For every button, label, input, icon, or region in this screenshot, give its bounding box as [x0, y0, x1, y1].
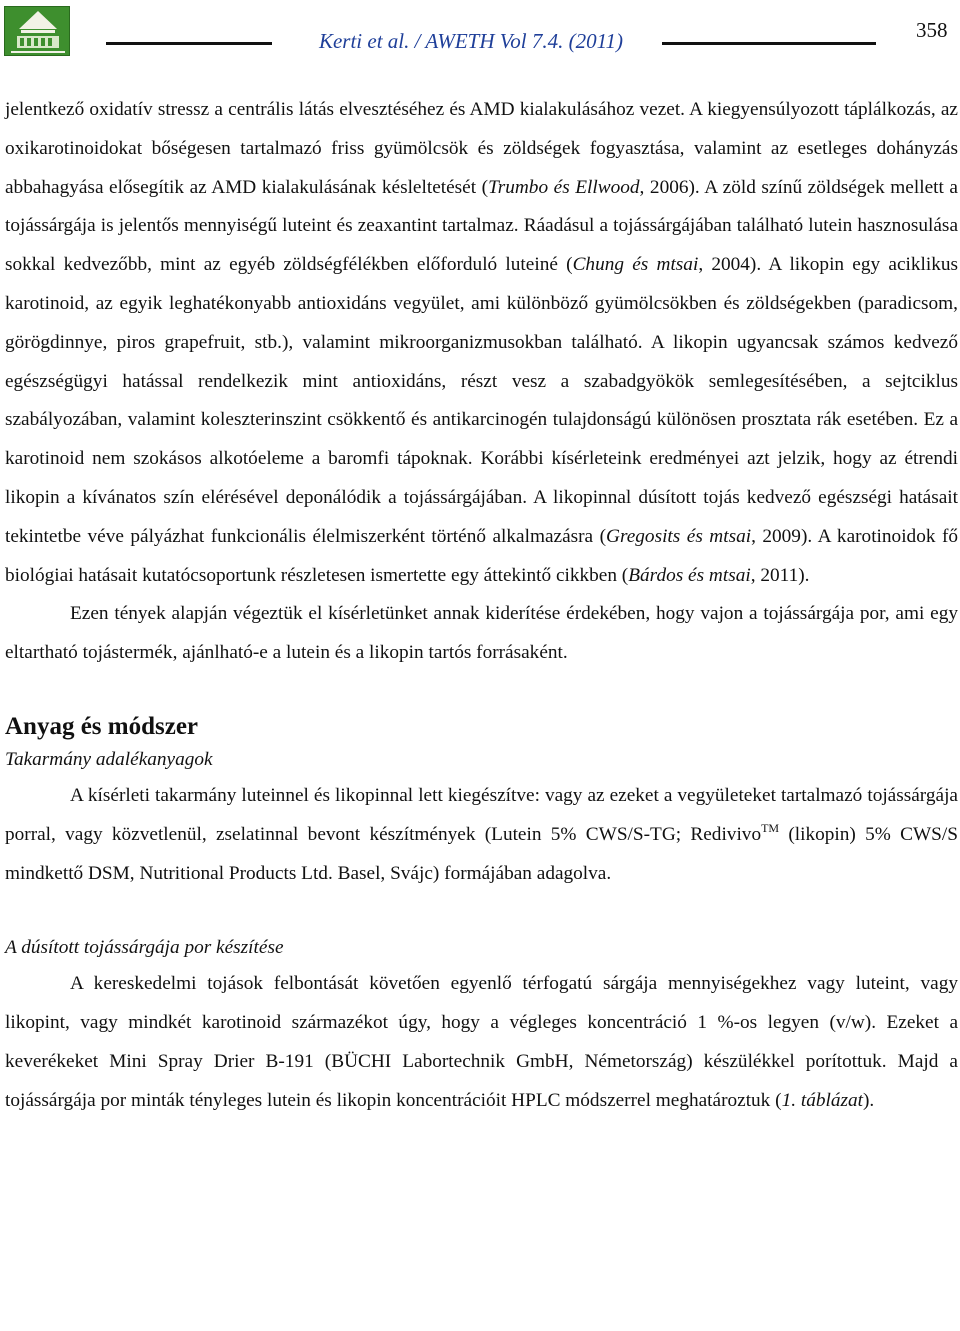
spacer: [5, 673, 958, 711]
paragraph-intro: [5, 91, 958, 595]
citation: Bárdos és mtsai: [628, 564, 751, 586]
paragraph-additives: [5, 777, 958, 893]
page-header: [0, 0, 960, 70]
paragraph-preparation: [5, 965, 958, 1120]
text-run: jelentkező oxidatív stressz a centrális látás elvesztéséhez és AMD kialakulásához vezet. A kiegyensúlyozott táplálkozás, az oxikarotinoidokat bőségesen tartalmazó friss gyümölcsök és zöldségek fogyasztása, valamint az esetleges dohányzás abbahagyása elősegítik az AMD kialakulásának késleltetését (: [5, 99, 958, 198]
journal-citation: Kerti et al. / AWETH Vol 7.4. (2011): [318, 29, 624, 53]
trademark-mark: TM: [761, 820, 780, 835]
header-rule-right: [662, 42, 876, 45]
text-run: A kísérleti takarmány luteinnel és likopinnal lett kiegészítve: vagy az ezeket a vegyületeket tartalmazó tojássárgája porral, vagy közvetlenül, zselatinnal bevont készítmények (Lutein 5% CWS/S-TG; Redivivo: [5, 784, 958, 845]
page-number: 358: [916, 18, 948, 42]
citation: Trumbo és Ellwood: [488, 176, 640, 198]
article-body: [5, 91, 958, 1121]
citation: Gregosits és mtsai: [606, 525, 752, 547]
journal-logo-icon: [4, 6, 70, 56]
subsection-title: Takarmány adalékanyagok: [5, 748, 213, 770]
table-reference: 1. táblázat: [781, 1089, 863, 1111]
citation: Chung és mtsai: [572, 254, 699, 276]
text-run: , 2011).: [750, 564, 810, 586]
text-run: , 2009). A karotinoidok fő biológiai hatásait kutatócsoportunk részletesen ismertette egy áttekintő cikkben (: [5, 525, 959, 586]
subsection-title: A dúsított tojássárgája por készítése: [5, 937, 284, 959]
section-title: Anyag és módszer: [5, 712, 199, 740]
header-rule-left: [106, 42, 272, 45]
text-run: , 2004). A likopin egy aciklikus karotinoid, az egyik leghatékonyabb antioxidáns vegyület, ami különböző gyümölcsökben és zöldségekben (paradicsom, görögdinnye, piros grapefruit, stb.), valamint mikroorganizmusokban található. A likopin ugyancsak számos kedvező egészségügyi hatással rendelkezik mint antioxidáns, részt vesz a szabadgyökök semlegesítésében, a sejtciklus szabályozában, valamint koleszterinszint csökkentő és antikarcinogén tulajdonságú különösen prosztata rák esetében. Ez a karotinoid nem szokásos alkotóeleme a baromfi tápoknak. Korábbi kísérleteink eredményei azt jelzik, hogy az étrendi likopin a kívánatos szín elérésével deponálódik a tojássárgájában. A likopinnal dúsított tojás kedvező egészségi hatásait tekintetbe véve pályázhat funkcionális élelmiszerként történő alkalmazásra (: [5, 254, 958, 547]
logo-graphic: [5, 7, 70, 56]
paragraph-aim: Ezen tények alapján végeztük el kísérletünket annak kiderítése érdekében, hogy vajon a tojássárgája por, ami egy eltartható tojástermék, ajánlható-e a lutein és a likopin tartós forrásaként.: [5, 603, 958, 664]
text-run: ).: [863, 1089, 875, 1111]
spacer: [5, 893, 958, 931]
text-run: (likopin) 5% CWS/S mindkettő DSM, Nutritional Products Ltd. Basel, Svájc) formájában adagolva.: [5, 823, 958, 884]
text-run: , 2006). A zöld színű zöldségek mellett a tojássárgája is jelentős mennyiségű luteint és zeaxantint tartalmaz. Ráadásul a tojássárgájában található lutein hasznosulása sokkal kedvezőbb, mint az egyéb zöldségfélékben előforduló luteiné (: [5, 176, 958, 276]
text-run: A kereskedelmi tojások felbontását követően egyenlő térfogatú sárgája mennyiségekhez vagy luteint, vagy likopint, vagy mindkét karotinoid származékot úgy, hogy a végleges koncentráció 1 %-os legyen (v/w). Ezeket a keverékeket Mini Spray Drier B-191 (BÜCHI Labortechnik GmbH, Németország) készülékkel porítottuk. Majd a tojássárgája por minták tényleges lutein és likopin koncentrációit HPLC módszerrel meghatároztuk (: [5, 973, 958, 1111]
